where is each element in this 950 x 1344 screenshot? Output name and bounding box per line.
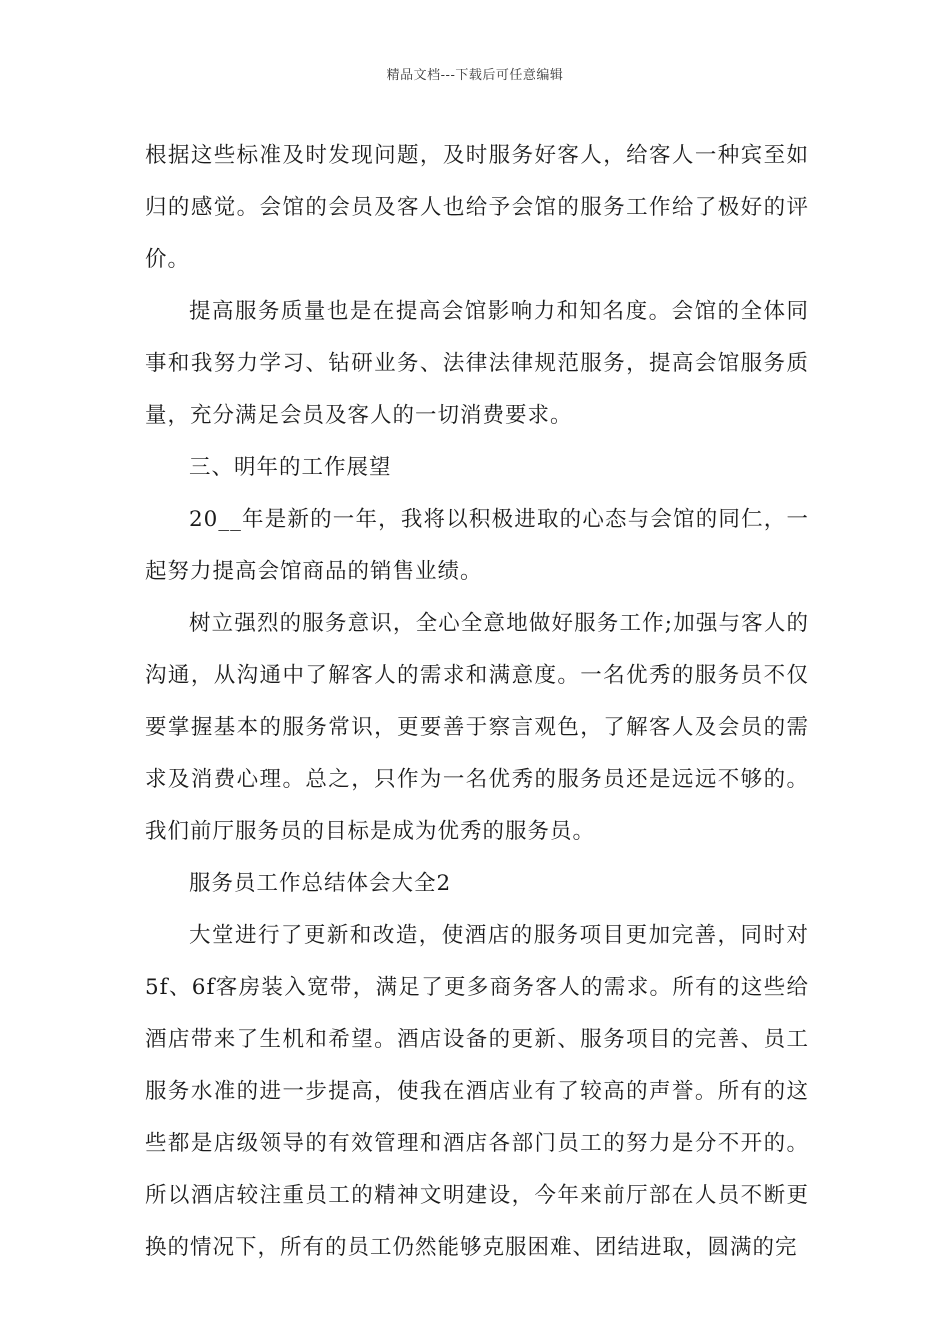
paragraph: 提高服务质量也是在提高会馆影响力和知名度。会馆的全体同事和我努力学习、钻研业务、法律法律规范服务，提高会馆服务质量，充分满足会员及客人的一切消费要求。 <box>145 299 809 428</box>
document-body <box>145 130 809 1274</box>
section-heading: 三、明年的工作展望 <box>189 455 392 480</box>
paragraph: 树立强烈的服务意识，全心全意地做好服务工作;加强与客人的沟通，从沟通中了解客人的需求和满意度。一名优秀的服务员不仅要掌握基本的服务常识，更要善于察言观色，了解客人及会员的需求及消费心理。总之，只作为一名优秀的服务员还是远远不够的。我们前厅服务员的目标是成为优秀的服务员。 <box>145 611 809 844</box>
page-header: 精品文档---下载后可任意编辑 <box>386 68 564 83</box>
paragraph: 20__年是新的一年，我将以积极进取的心态与会馆的同仁，一起努力提高会馆商品的销售业绩。 <box>145 507 809 584</box>
paragraph: 大堂进行了更新和改造，使酒店的服务项目更加完善，同时对5f、6f客房装入宽带，满足了更多商务客人的需求。所有的这些给酒店带来了生机和希望。酒店设备的更新、服务项目的完善、员工服务水准的进一步提高，使我在酒店业有了较高的声誉。所有的这些都是店级领导的有效管理和酒店各部门员工的努力是分不开的。所以酒店较注重员工的精神文明建设，今年来前厅部在人员不断更换的情况下，所有的员工仍然能够克服困难、团结进取，圆满的完 <box>145 923 809 1260</box>
paragraph: 根据这些标准及时发现问题，及时服务好客人，给客人一种宾至如归的感觉。会馆的会员及客人也给予会馆的服务工作给了极好的评价。 <box>145 143 809 272</box>
section-heading: 服务员工作总结体会大全2 <box>189 871 452 896</box>
